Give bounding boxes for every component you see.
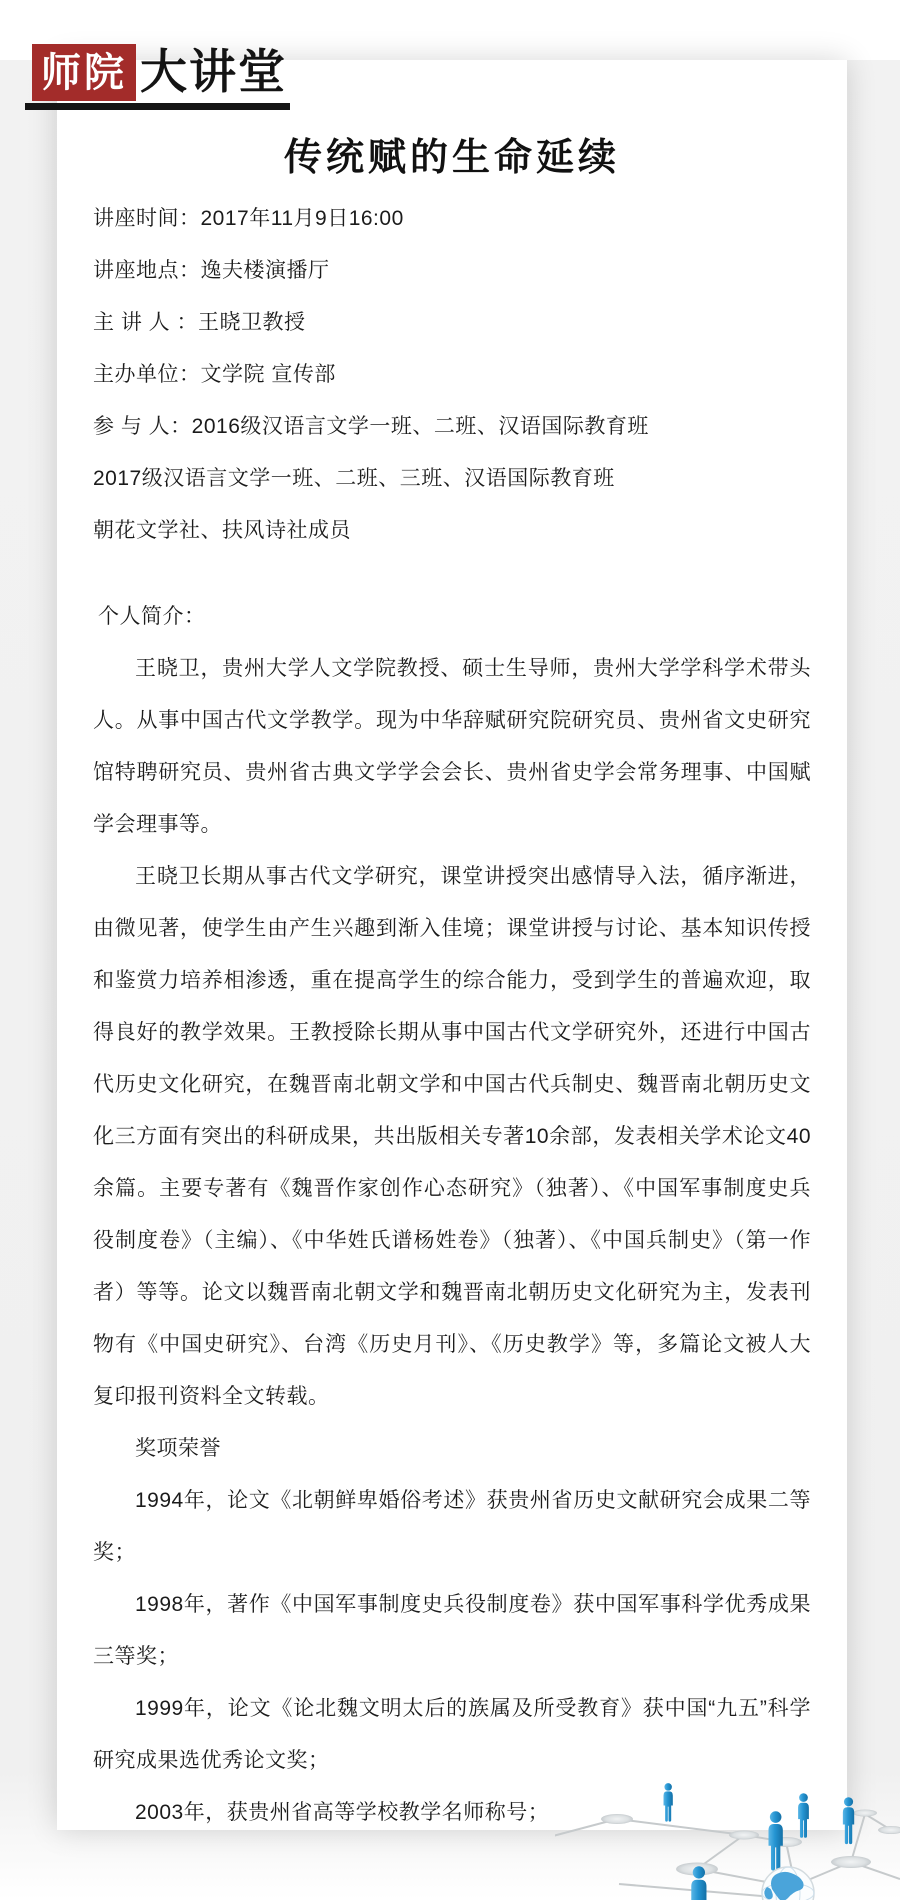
info-line-participants-2: 2017级汉语言文学一班、二班、三班、汉语国际教育班 (93, 467, 615, 490)
award-item-1994: 1994年，论文《北朝鲜卑婚俗考述》获贵州省历史文献研究会成果二等奖； (93, 1489, 811, 1564)
info-line-participants-3: 朝花文学社、扶风诗社成员 (93, 519, 351, 542)
network-people-illustration (555, 1783, 900, 1900)
profile-paragraph-1: 王晓卫，贵州大学人文学院教授、硕士生导师，贵州大学学科学术带头人。从事中国古代文学教学。现为中华辞赋研究院研究员、贵州省文史研究馆特聘研究员、贵州省古典文学学会会长、贵州省史学会常务理事、中国赋学会理事等。 (93, 657, 811, 836)
info-line-participants-1: 参 与 人：2016级汉语言文学一班、二班、汉语国际教育班 (93, 415, 649, 438)
logo-suffix: 大讲堂 (140, 47, 287, 99)
profile-paragraph-2: 王晓卫长期从事古代文学研究，课堂讲授突出感情导入法，循序渐进，由微见著，使学生由产生兴趣到渐入佳境；课堂讲授与讨论、基本知识传授和鉴赏力培养相渗透，重在提高学生的综合能力，受到学生的普遍欢迎，取得良好的教学效果。王教授除长期从事中国古代文学研究外，还进行中国古代历史文化研究，在魏晋南北朝文学和中国古代兵制史、魏晋南北朝历史文化三方面有突出的科研成果，共出版相关专著10余部，发表相关学术论文40余篇。主要专著有《魏晋作家创作心态研究》（独著）、《中国军事制度史兵役制度卷》（主编）、《中华姓氏谱杨姓卷》（独著）、《中国兵制史》（第一作者）等等。论文以魏晋南北朝文学和魏晋南北朝历史文化研究为主，发表刊物有《中国史研究》、台湾《历史月刊》、《历史教学》等，多篇论文被人大复印报刊资料全文转载。 (93, 865, 811, 1408)
award-item-1999: 1999年，论文《论北魏文明太后的族属及所受教育》获中国“九五”科学研究成果选优秀论文奖； (93, 1697, 811, 1772)
lecture-title: 传统赋的生命延续 (283, 137, 620, 179)
lecture-info (93, 193, 811, 557)
award-item-1998: 1998年，著作《中国军事制度史兵役制度卷》获中国军事科学优秀成果三等奖； (93, 1593, 811, 1668)
info-line-host: 主办单位：文学院 宣传部 (93, 363, 336, 386)
info-line-time: 讲座时间：2017年11月9日16:00 (93, 207, 404, 230)
info-line-speaker: 主 讲 人 ：王晓卫教授 (93, 311, 306, 334)
globe-icon (762, 1867, 814, 1900)
awards-heading: 奖项荣誉 (135, 1437, 221, 1460)
masthead-logo (25, 44, 290, 110)
network-lines (555, 1814, 900, 1897)
profile-heading: 个人简介： (98, 605, 206, 628)
figure-bases (601, 1810, 900, 1876)
info-line-place: 讲座地点：逸夫楼演播厅 (93, 259, 330, 282)
logo-badge: 师院 (32, 44, 136, 101)
award-item-2003: 2003年，获贵州省高等学校教学名师称号； (135, 1801, 550, 1824)
content-panel (57, 60, 847, 1830)
